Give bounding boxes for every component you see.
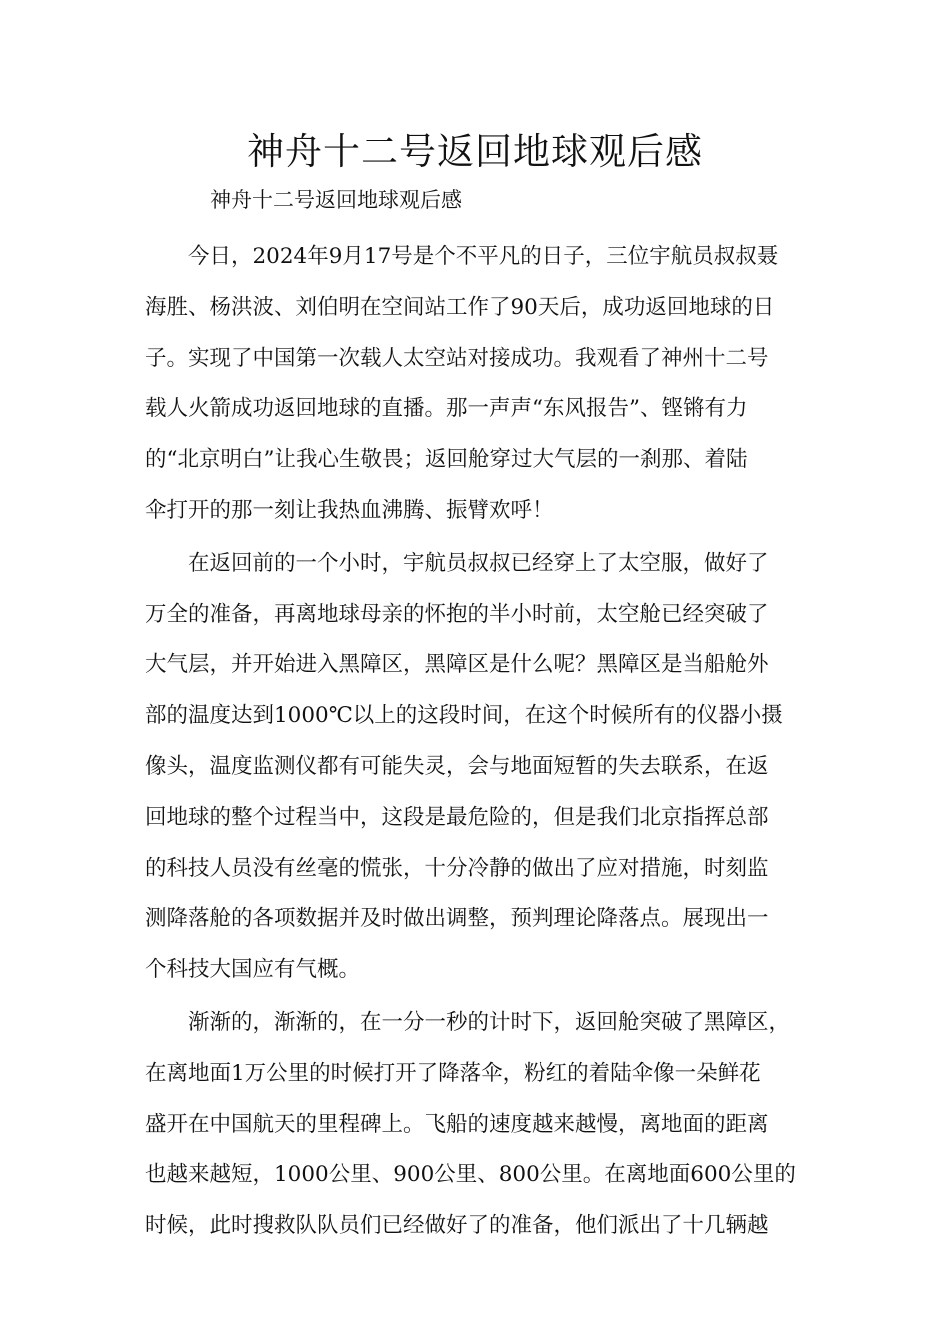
- text-line: 的科技人员没有丝毫的慌张，十分冷静的做出了应对措施，时刻监: [145, 855, 769, 881]
- paragraph-1: [145, 232, 810, 537]
- text-line: 的“北京明白”让我心生敬畏；返回舱穿过大气层的一刹那、着陆: [145, 447, 748, 473]
- paragraph-3: [145, 998, 810, 1252]
- text-line: 部的温度达到1000℃以上的这段时间，在这个时候所有的仪器小摄: [145, 703, 783, 729]
- text-line: 时候，此时搜救队队员们已经做好了的准备，他们派出了十几辆越: [145, 1213, 769, 1239]
- text-line: 海胜、杨洪波、刘伯明在空间站工作了90天后，成功返回地球的日: [145, 294, 775, 320]
- text-line: 万全的准备，再离地球母亲的怀抱的半小时前，太空舱已经突破了: [145, 601, 769, 627]
- text-line: 渐渐的，渐渐的，在一分一秒的计时下，返回舱突破了黑障区，: [188, 1009, 791, 1035]
- text-line: 子。实现了中国第一次载人太空站对接成功。我观看了神州十二号: [145, 345, 769, 371]
- text-line: 在返回前的一个小时，宇航员叔叔已经穿上了太空服，做好了: [188, 550, 769, 576]
- text-line: 测降落舱的各项数据并及时做出调整，预判理论降落点。展现出一: [145, 906, 769, 932]
- text-line: 伞打开的那一刻让我热血沸腾、振臂欢呼！: [145, 497, 554, 523]
- paragraph-2: [145, 539, 810, 996]
- text-line: 今日，2024年9月17号是个不平凡的日子，三位宇航员叔叔聂: [188, 244, 779, 269]
- text-line: 回地球的整个过程当中，这段是最危险的，但是我们北京指挥总部: [145, 804, 769, 830]
- page-title: 神舟十二号返回地球观后感: [247, 130, 703, 173]
- text-line: 在离地面1万公里的时候打开了降落伞，粉红的着陆伞像一朵鲜花: [145, 1060, 761, 1086]
- text-line: 个科技大国应有气概。: [145, 957, 361, 983]
- text-line: 载人火箭成功返回地球的直播。那一声声“东风报告”、铿锵有力: [145, 396, 748, 422]
- page-subtitle: 神舟十二号返回地球观后感: [210, 188, 462, 212]
- text-line: 像头，温度监测仪都有可能失灵，会与地面短暂的失去联系，在返: [145, 753, 769, 779]
- document-body: [145, 232, 810, 1254]
- text-line: 也越来越短，1000公里、900公里、800公里。在离地面600公里的: [145, 1162, 796, 1188]
- text-line: 大气层，并开始进入黑障区，黑障区是什么呢？黑障区是当船舱外: [145, 652, 769, 678]
- text-line: 盛开在中国航天的里程碑上。飞船的速度越来越慢，离地面的距离: [145, 1111, 769, 1137]
